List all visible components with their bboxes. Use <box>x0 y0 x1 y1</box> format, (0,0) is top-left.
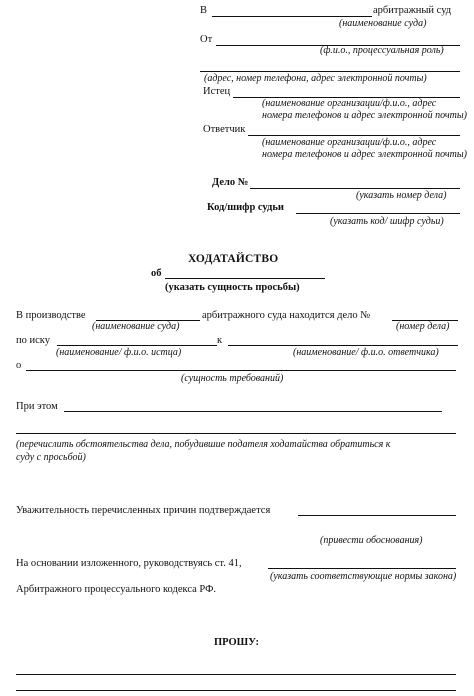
defendant-hint-2: номера телефонов и адрес электронной почты) <box>262 149 467 160</box>
address-hint: (адрес, номер телефона, адрес электронной почты) <box>204 73 427 84</box>
plaintiff-hint-1: (наименование организации/ф.и.о., адрес <box>262 98 437 109</box>
essence-hint: (сущность требований) <box>181 373 284 384</box>
defendant-hint-1: (наименование организации/ф.и.о., адрес <box>262 137 437 148</box>
from-hint: (ф.и.о., процессуальная роль) <box>320 45 444 56</box>
judge-code-field[interactable] <box>296 213 460 214</box>
about-o: о <box>16 360 22 371</box>
validity-label: Уважительность перечисленных причин подтверждается <box>16 505 271 516</box>
circumstances-hint-1: (перечислить обстоятельства дела, побудившие подателя ходатайства обратиться к <box>16 439 391 450</box>
plaintiff-hint-2: номера телефонов и адрес электронной почты) <box>262 110 467 121</box>
justification-hint: (привести обоснования) <box>320 535 423 546</box>
to-court-prefix: В <box>200 5 208 16</box>
defendant-body-field[interactable] <box>228 345 458 346</box>
address-field[interactable] <box>200 71 460 72</box>
case-number-field[interactable] <box>250 188 460 189</box>
from-label: От <box>200 34 213 45</box>
request-heading: ПРОШУ: <box>214 637 260 648</box>
court-suffix: арбитражный суд <box>373 5 452 16</box>
about-label: об <box>151 268 162 279</box>
whereas-label: При этом <box>16 401 58 412</box>
request-field-1[interactable] <box>16 674 456 675</box>
court-name-field[interactable] <box>212 16 372 17</box>
law-norms-field[interactable] <box>268 568 456 569</box>
claim-k: к <box>217 335 223 346</box>
defendant-label: Ответчик <box>203 124 246 135</box>
essence-field[interactable] <box>26 370 456 371</box>
defendant-name-hint: (наименование/ ф.и.о. ответчика) <box>293 347 439 358</box>
circumstances-hint-2: суду с просьбой) <box>16 452 86 463</box>
judge-code-label: Код/шифр судьи <box>207 202 284 213</box>
court-name-hint: (наименование суда) <box>92 321 180 332</box>
plaintiff-body-field[interactable] <box>57 345 217 346</box>
proceedings-middle: арбитражного суда находится дело № <box>202 310 371 321</box>
whereas-field[interactable] <box>64 411 442 412</box>
judge-hint: (указать код/ шифр судьи) <box>330 216 444 227</box>
request-field-2[interactable] <box>16 690 456 691</box>
case-label: Дело № <box>212 177 249 188</box>
plaintiff-label: Истец <box>203 86 231 97</box>
request-essence-field[interactable] <box>165 278 325 279</box>
plaintiff-name-hint: (наименование/ ф.и.о. истца) <box>56 347 182 358</box>
code-line: Арбитражного процессуального кодекса РФ. <box>16 584 217 595</box>
law-hint: (указать соответствующие нормы закона) <box>270 571 457 582</box>
court-hint: (наименование суда) <box>339 18 427 29</box>
case-number-hint: (номер дела) <box>396 321 450 332</box>
document-title: ХОДАТАЙСТВО <box>188 253 279 265</box>
defendant-field[interactable] <box>248 135 460 136</box>
whereas-field-2[interactable] <box>16 433 456 434</box>
about-hint: (указать сущность просьбы) <box>165 282 300 293</box>
based-label: На основании изложенного, руководствуясь ст. 41, <box>16 558 242 569</box>
case-hint: (указать номер дела) <box>356 190 447 201</box>
proceedings-label: В производстве <box>16 310 86 321</box>
claim-label: по иску <box>16 335 50 346</box>
validity-field[interactable] <box>298 515 456 516</box>
